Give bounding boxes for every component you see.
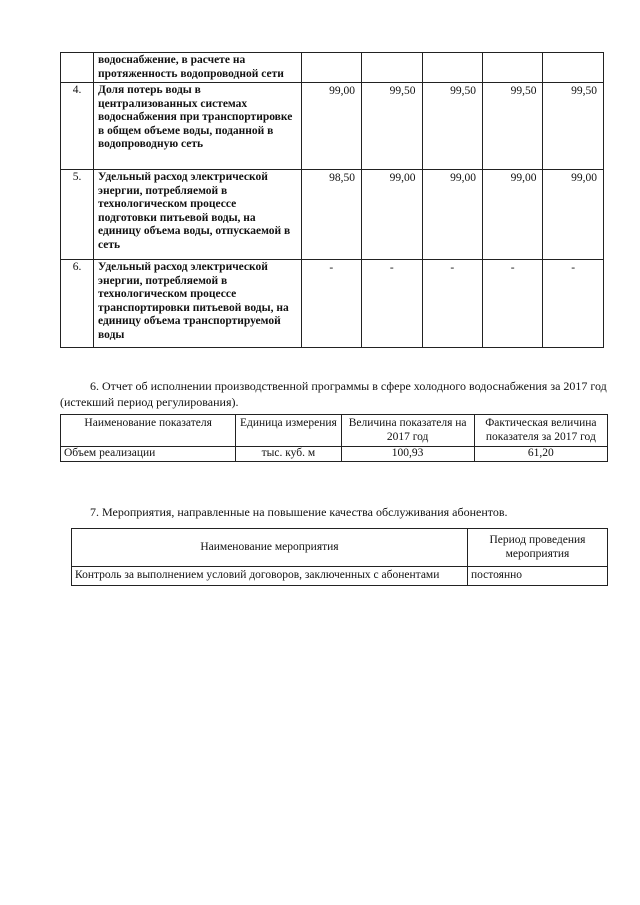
header-plan-value: Величина показателя на 2017 год bbox=[341, 415, 474, 447]
value-cell: 99,50 bbox=[543, 83, 604, 170]
table-row bbox=[72, 567, 608, 586]
value-cell: 98,50 bbox=[301, 170, 361, 260]
section-6-heading: 6. Отчет об исполнении производственной программы в сфере холодного водоснабжения за 2017 год (истекший период регулирования). bbox=[60, 379, 607, 410]
table-row bbox=[61, 83, 604, 170]
value-cell bbox=[362, 53, 422, 83]
value-cell bbox=[543, 53, 604, 83]
table-header-row bbox=[72, 529, 608, 567]
value-cell: 99,00 bbox=[301, 83, 361, 170]
table-row bbox=[61, 53, 604, 83]
unit-cell: тыс. куб. м bbox=[236, 447, 341, 462]
header-period: Период проведения мероприятия bbox=[467, 529, 607, 567]
value-cell: - bbox=[543, 260, 604, 348]
value-cell: - bbox=[422, 260, 482, 348]
value-cell: - bbox=[482, 260, 542, 348]
header-measure-name: Наименование мероприятия bbox=[72, 529, 468, 567]
row-number: 5. bbox=[61, 170, 94, 260]
plan-value-cell: 100,93 bbox=[341, 447, 474, 462]
value-cell bbox=[301, 53, 361, 83]
indicators-table bbox=[60, 52, 604, 348]
row-number: 4. bbox=[61, 83, 94, 170]
measure-period: постоянно bbox=[467, 567, 607, 586]
report-table bbox=[60, 414, 608, 462]
value-cell bbox=[482, 53, 542, 83]
row-number bbox=[61, 53, 94, 83]
indicator-name: Доля потерь воды в централизованных системах водоснабжения при транспортировке в общем объеме воды, поданной в водопроводную сеть bbox=[94, 83, 302, 170]
value-cell: 99,50 bbox=[482, 83, 542, 170]
table-row bbox=[61, 260, 604, 348]
value-cell: 99,00 bbox=[482, 170, 542, 260]
table-row bbox=[61, 170, 604, 260]
header-fact-value: Фактическая величина показателя за 2017 год bbox=[474, 415, 607, 447]
value-cell: 99,00 bbox=[362, 170, 422, 260]
value-cell: 99,50 bbox=[362, 83, 422, 170]
indicator-name: водоснабжение, в расчете на протяженность водопроводной сети bbox=[94, 53, 302, 83]
measures-table bbox=[71, 528, 608, 586]
indicator-name: Объем реализации bbox=[61, 447, 236, 462]
header-unit: Единица измерения bbox=[236, 415, 341, 447]
value-cell: 99,50 bbox=[422, 83, 482, 170]
value-cell: 99,00 bbox=[422, 170, 482, 260]
value-cell: - bbox=[362, 260, 422, 348]
row-number: 6. bbox=[61, 260, 94, 348]
fact-value-cell: 61,20 bbox=[474, 447, 607, 462]
header-indicator-name: Наименование показателя bbox=[61, 415, 236, 447]
indicator-name: Удельный расход электрической энергии, потребляемой в технологическом процессе транспортировки питьевой воды, на единицу объема транспортируемой воды bbox=[94, 260, 302, 348]
value-cell bbox=[422, 53, 482, 83]
value-cell: - bbox=[301, 260, 361, 348]
table-row bbox=[61, 447, 608, 462]
value-cell: 99,00 bbox=[543, 170, 604, 260]
indicator-name: Удельный расход электрической энергии, потребляемой в технологическом процессе подготовки питьевой воды, на единицу объема воды, отпускаемой в сеть bbox=[94, 170, 302, 260]
table-header-row bbox=[61, 415, 608, 447]
measure-name: Контроль за выполнением условий договоров, заключенных с абонентами bbox=[72, 567, 468, 586]
section-7-heading: 7. Мероприятия, направленные на повышение качества обслуживания абонентов. bbox=[90, 505, 508, 519]
